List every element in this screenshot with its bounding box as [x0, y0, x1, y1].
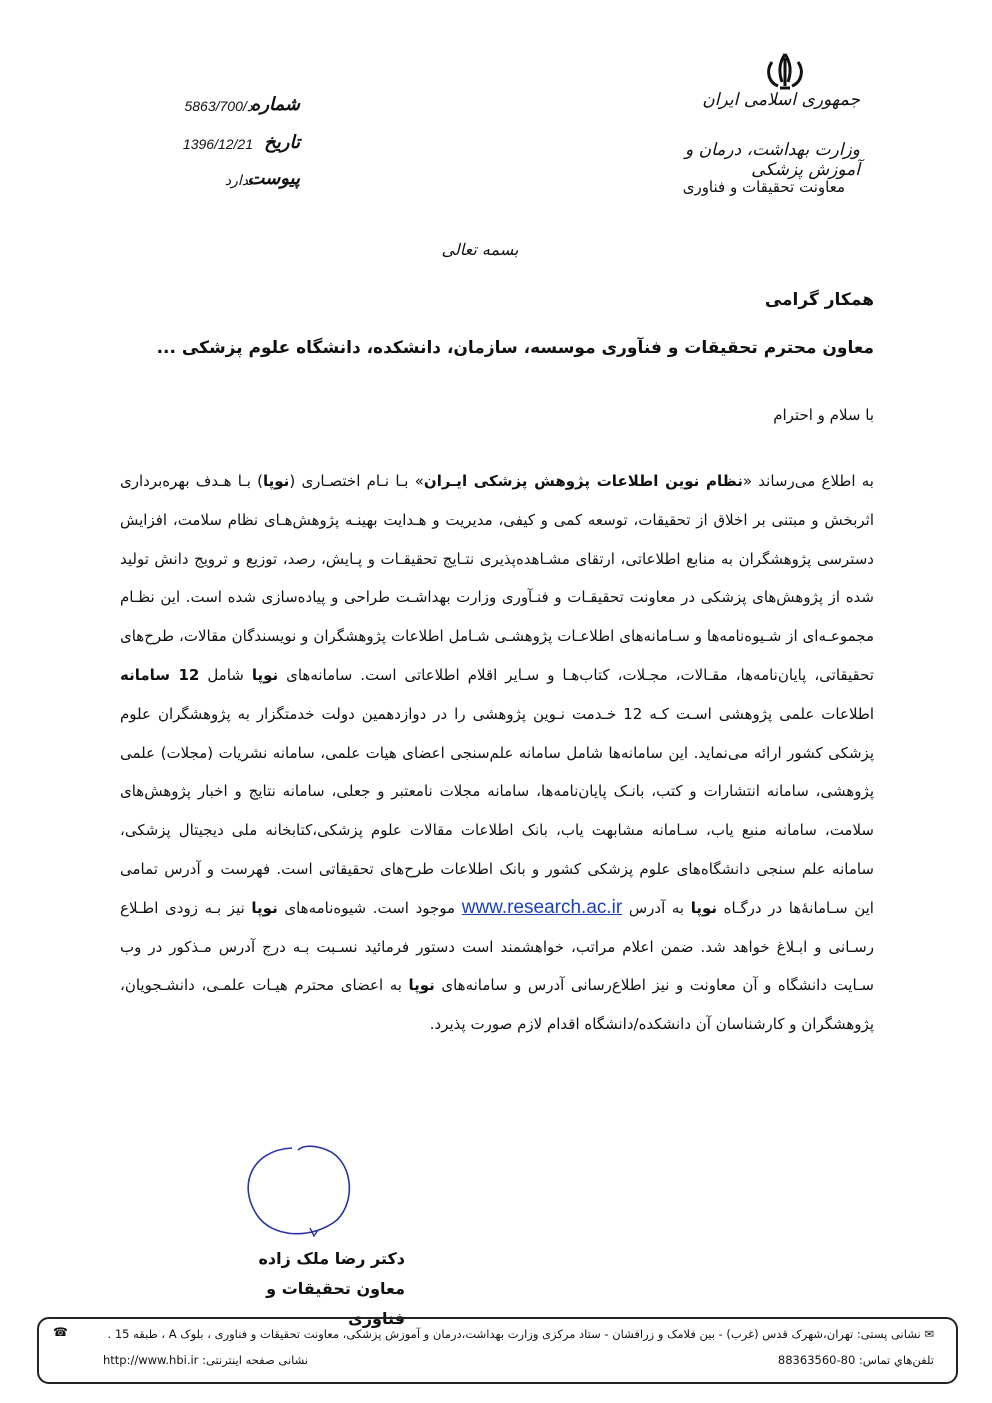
- ministry-heading: وزارت بهداشت، درمان و آموزش پزشکی: [685, 140, 860, 180]
- footer-box: [37, 1317, 958, 1384]
- footer-website[interactable]: نشانی صفحه اینترنتی: http://www.hbi.ir: [103, 1353, 309, 1367]
- body-text: به اطلاع می‌رساند «: [742, 472, 874, 490]
- footer-phone: تلفن‌هاي تماس: 80-88363560: [777, 1353, 934, 1367]
- acronym: نوپا: [690, 898, 718, 917]
- body-text: به اعضای محترم هیـات علمـی، دانشـجویان، پژوهشگران و کارشناسان آن دانشکده/دانشگاه اقدام لازم صورت پذیرد.: [120, 976, 874, 1034]
- body-text: به آدرس: [622, 898, 691, 917]
- signer-name: دکتر رضا ملک زاده: [258, 1249, 405, 1268]
- system-name: نظام نوین اطلاعات پژوهش پزشکی ایـران: [423, 472, 743, 490]
- body-text: شامل: [199, 665, 252, 684]
- signer-title: معاون تحقیقات و فناوری: [266, 1279, 405, 1328]
- acronym: نوپا: [408, 976, 435, 995]
- acronym: نوپا: [263, 472, 290, 490]
- addressee: معاون محترم تحقیقات و فنآوری موسسه، سازمان، دانشکده، دانشگاه علوم پزشکی ...: [156, 338, 874, 358]
- emblem-icon: [760, 52, 810, 92]
- department-heading: معاونت تحقیقات و فناوری: [682, 178, 845, 196]
- envelope-icon: ✉: [920, 1327, 934, 1341]
- bismillah: بسمه تعالی: [441, 240, 519, 259]
- date-label: تاریخ: [264, 132, 300, 153]
- phone-icon: ☎: [53, 1325, 68, 1339]
- systems-count: 12 سامانه: [120, 665, 200, 684]
- research-link[interactable]: www.research.ac.ir: [461, 896, 623, 918]
- number-label: شماره: [250, 94, 300, 115]
- handwritten-signature: [232, 1140, 362, 1250]
- body-text: » بـا نـام اختصـاری (: [289, 472, 424, 490]
- letter-number-row: [128, 94, 300, 124]
- letter-date-row: [128, 132, 300, 162]
- body-text: موجود است. شیوه‌نامه‌های: [277, 898, 462, 917]
- body-text: ) بـا هـدف بهره‌برداری اثربخش و مبتنی بر اخلاق از تحقیقات، توسعه کمی و کیفی، مدیریت و هـدایت بهینـه پژوهش‌هـای نظام سلامت، افزایش دسترسی پژوهشگران به منابع اطلاعاتی، ارتقای مشـاهده‌پذیری نتـایج تحقیقـات و پـایش، رصد، توزیع و ترویج دانش تولید شده از پژوهش‌های پزشکی در معاونت تحقیقـات و فنـآوری وزارت بهداشـت طراحی و پیاده‌سازی شده است. این نظـام مجموعـه‌ای از شـیوه‌نامه‌ها و سـامانه‌های اطلاعـات پژوهشـی شـامل اطلاعات پژوهشگران و نویسندگان مقالات، طرح‌های تحقیقاتی، پایان‌نامه‌ها، مقـالات، مجـلات، کتاب‌هـا و سـایر اقلام اطلاعاتی است. سامانه‌های: [120, 472, 874, 684]
- number-value: 5863/د/700: [184, 98, 253, 114]
- republic-heading: جمهوری اسلامی ایران: [702, 90, 860, 110]
- footer-address-text: نشانی پستی: تهران،شهرک قدس (غرب) - بین فلامک و زرافشان - ستاد مرکزی وزارت بهداشت،درمان و آموزش پزشکی، معاونت تحقیقات و فناوری ، بلوک A ، طبقه 15 .: [107, 1327, 921, 1341]
- salutation: همکار گرامی: [764, 290, 874, 310]
- letter-attachment-row: [128, 168, 300, 198]
- letter-body: [120, 462, 874, 1044]
- date-value: 1396/12/21: [182, 136, 253, 152]
- greeting: با سلام و احترام: [773, 406, 874, 424]
- body-text: اطلاعات علمی پژوهشی اسـت کـه 12 خـدمت نـوین پژوهشی را در دوازدهمین دولت خدمتگزار به پژوهشگران علوم پزشکی کشور ارائه می‌نماید. این سامانه‌ها شامل سامانه علم‌سنجی اعضای هیات علمی، سامانه نشریات (مجلات) علمی پژوهشی، سامانه انتشارات و کتب، بانـک پایان‌نامه‌ها، سامانه مجلات نامعتبر و جعلی، سامانه نتایج و اخبار پژوهش‌های سلامت، سامانه منبع یاب، سـامانه مشابهت یاب، بانک اطلاعات مقالات علوم پزشکی،کتابخانه ملی دیجیتال پزشکی، سامانه علم سنجی دانشگاه‌های علوم پزشکی کشور و بانک اطلاعات طرح‌های تحقیقاتی است. فهرست و آدرس تمامی این سـامانهٔ‌ها در درگـاه: [120, 704, 874, 917]
- acronym: نوپا: [251, 665, 279, 684]
- footer-address: [108, 1327, 934, 1341]
- attachment-value: ندارد: [224, 172, 253, 188]
- acronym: نوپا: [251, 898, 278, 917]
- attachment-label: پیوست: [247, 168, 300, 189]
- body-text: نیز بـه زودی اطـلاع رسـانی و ابـلاغ خواهد شد. ضمن اعلام مراتب، خواهشمند است دستور فرمائید نسـبت بـه درج آدرس مـذکور در وب سـایت دانشگاه و آن معاونت و نیز اطلاع‌رسانی آدرس و سامانه‌های: [120, 898, 875, 995]
